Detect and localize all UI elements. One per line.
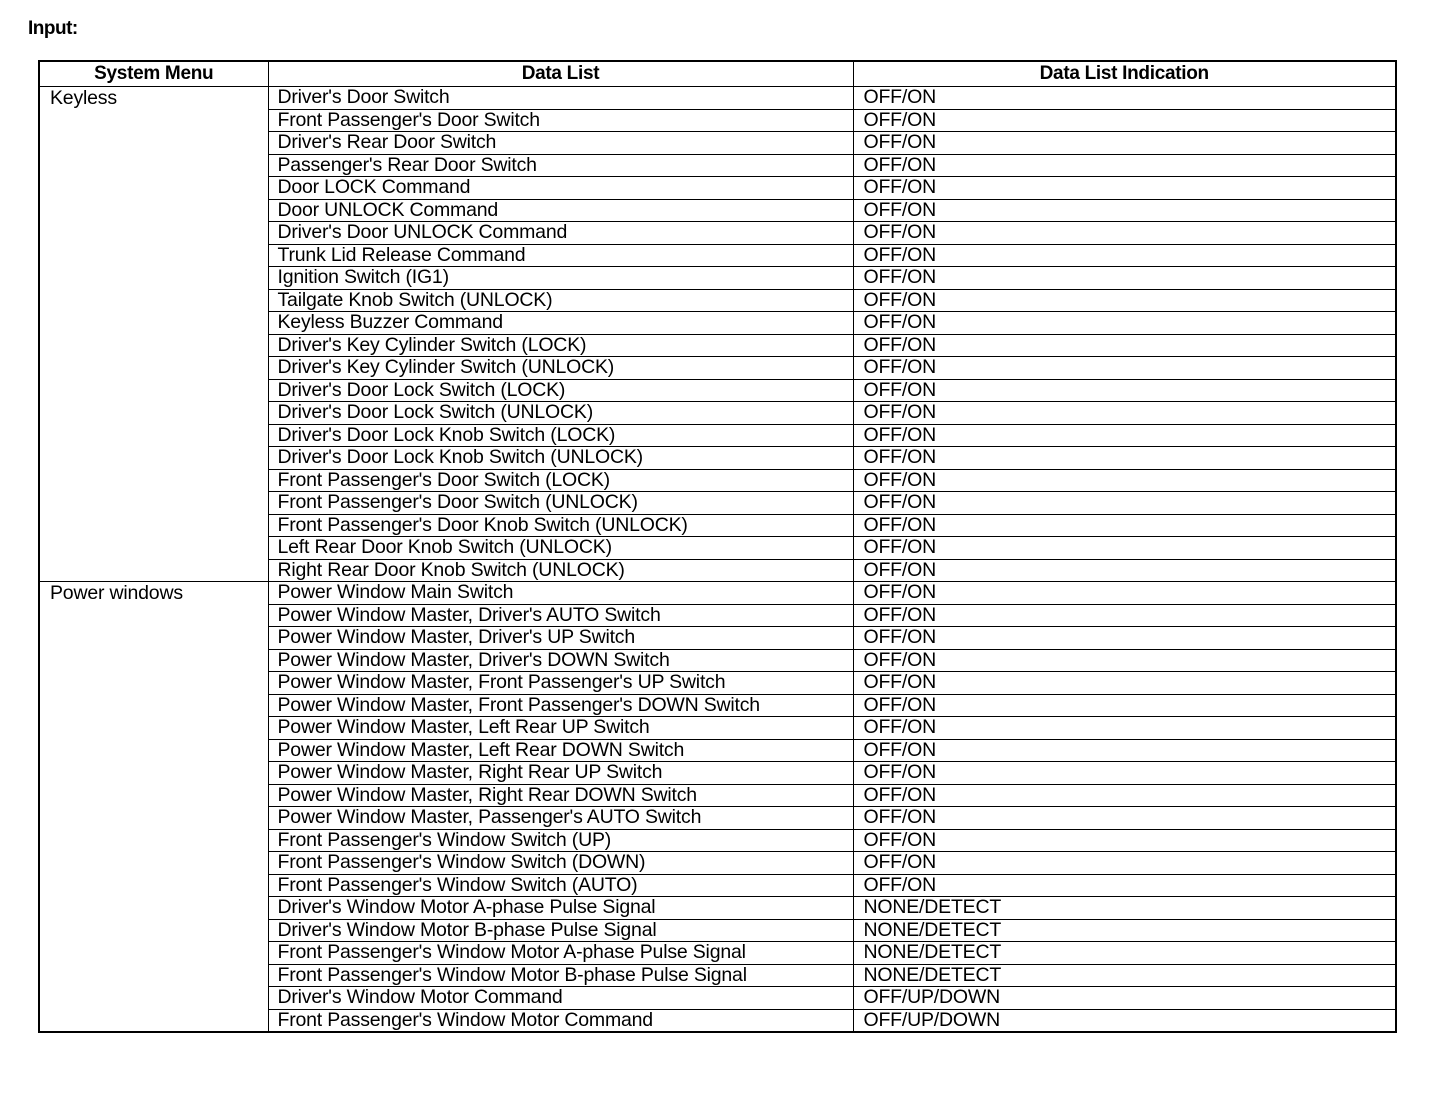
data-list-item-cell: Driver's Door Lock Switch (LOCK) bbox=[268, 379, 853, 402]
data-list-indication-cell: OFF/ON bbox=[853, 267, 1396, 290]
data-list-item-cell: Power Window Master, Driver's UP Switch bbox=[268, 627, 853, 650]
data-list-item-cell: Power Window Master, Front Passenger's DOWN Switch bbox=[268, 694, 853, 717]
table-body bbox=[39, 87, 1396, 1033]
data-list-item-cell: Power Window Main Switch bbox=[268, 582, 853, 605]
data-list-indication-cell: OFF/ON bbox=[853, 852, 1396, 875]
data-list-item-cell: Front Passenger's Door Switch bbox=[268, 109, 853, 132]
data-list-indication-cell: OFF/ON bbox=[853, 537, 1396, 560]
table-row bbox=[39, 87, 1396, 110]
data-list-item-cell: Power Window Master, Left Rear DOWN Switch bbox=[268, 739, 853, 762]
data-list-item-cell: Driver's Door UNLOCK Command bbox=[268, 222, 853, 245]
data-list-item-cell: Power Window Master, Driver's DOWN Switch bbox=[268, 649, 853, 672]
data-list-item-cell: Front Passenger's Window Motor A-phase Pulse Signal bbox=[268, 942, 853, 965]
data-list-item-cell: Trunk Lid Release Command bbox=[268, 244, 853, 267]
data-list-item-cell: Power Window Master, Passenger's AUTO Switch bbox=[268, 807, 853, 830]
data-list-indication-cell: OFF/ON bbox=[853, 199, 1396, 222]
data-list-item-cell: Left Rear Door Knob Switch (UNLOCK) bbox=[268, 537, 853, 560]
data-list-indication-cell: OFF/ON bbox=[853, 874, 1396, 897]
data-list-item-cell: Front Passenger's Door Switch (UNLOCK) bbox=[268, 492, 853, 515]
data-list-indication-cell: OFF/ON bbox=[853, 447, 1396, 470]
data-list-indication-cell: OFF/ON bbox=[853, 244, 1396, 267]
data-list-item-cell: Power Window Master, Front Passenger's UP Switch bbox=[268, 672, 853, 695]
data-list-indication-cell: OFF/ON bbox=[853, 762, 1396, 785]
data-list-item-cell: Driver's Door Lock Switch (UNLOCK) bbox=[268, 402, 853, 425]
table-row bbox=[39, 582, 1396, 605]
data-list-item-cell: Power Window Master, Driver's AUTO Switch bbox=[268, 604, 853, 627]
data-list-item-cell: Front Passenger's Window Switch (AUTO) bbox=[268, 874, 853, 897]
data-list-item-cell: Passenger's Rear Door Switch bbox=[268, 154, 853, 177]
data-list-indication-cell: NONE/DETECT bbox=[853, 897, 1396, 920]
header-row bbox=[39, 61, 1396, 87]
data-list-indication-cell: OFF/ON bbox=[853, 469, 1396, 492]
data-list-indication-cell: OFF/ON bbox=[853, 717, 1396, 740]
data-list-indication-cell: OFF/ON bbox=[853, 334, 1396, 357]
data-list-indication-cell: OFF/ON bbox=[853, 132, 1396, 155]
system-menu-cell: Power windows bbox=[39, 582, 268, 1033]
data-list-item-cell: Front Passenger's Window Motor Command bbox=[268, 1009, 853, 1032]
data-list-table bbox=[38, 60, 1397, 1033]
data-list-indication-cell: OFF/ON bbox=[853, 177, 1396, 200]
data-list-item-cell: Front Passenger's Window Switch (DOWN) bbox=[268, 852, 853, 875]
data-list-indication-cell: OFF/ON bbox=[853, 604, 1396, 627]
data-list-item-cell: Driver's Door Switch bbox=[268, 87, 853, 110]
data-list-indication-cell: OFF/ON bbox=[853, 559, 1396, 582]
data-list-item-cell: Driver's Key Cylinder Switch (LOCK) bbox=[268, 334, 853, 357]
data-list-item-cell: Driver's Window Motor A-phase Pulse Signal bbox=[268, 897, 853, 920]
data-list-item-cell: Front Passenger's Door Knob Switch (UNLOCK) bbox=[268, 514, 853, 537]
data-list-item-cell: Driver's Door Lock Knob Switch (LOCK) bbox=[268, 424, 853, 447]
data-list-indication-cell: OFF/ON bbox=[853, 87, 1396, 110]
data-list-indication-cell: OFF/UP/DOWN bbox=[853, 987, 1396, 1010]
data-list-indication-cell: OFF/ON bbox=[853, 402, 1396, 425]
data-list-item-cell: Ignition Switch (IG1) bbox=[268, 267, 853, 290]
data-list-item-cell: Door LOCK Command bbox=[268, 177, 853, 200]
data-list-item-cell: Keyless Buzzer Command bbox=[268, 312, 853, 335]
data-list-indication-cell: OFF/ON bbox=[853, 492, 1396, 515]
data-list-item-cell: Right Rear Door Knob Switch (UNLOCK) bbox=[268, 559, 853, 582]
data-list-item-cell: Driver's Door Lock Knob Switch (UNLOCK) bbox=[268, 447, 853, 470]
data-list-item-cell: Power Window Master, Left Rear UP Switch bbox=[268, 717, 853, 740]
data-list-indication-cell: OFF/ON bbox=[853, 154, 1396, 177]
data-list-indication-cell: OFF/ON bbox=[853, 672, 1396, 695]
data-list-item-cell: Tailgate Knob Switch (UNLOCK) bbox=[268, 289, 853, 312]
data-list-indication-cell: OFF/ON bbox=[853, 357, 1396, 380]
data-list-item-cell: Front Passenger's Door Switch (LOCK) bbox=[268, 469, 853, 492]
data-list-indication-cell: OFF/ON bbox=[853, 649, 1396, 672]
system-menu-cell: Keyless bbox=[39, 87, 268, 582]
header-data-list-indication: Data List Indication bbox=[853, 61, 1396, 87]
data-list-item-cell: Power Window Master, Right Rear DOWN Switch bbox=[268, 784, 853, 807]
data-list-indication-cell: OFF/ON bbox=[853, 694, 1396, 717]
data-list-item-cell: Power Window Master, Right Rear UP Switch bbox=[268, 762, 853, 785]
data-list-indication-cell: OFF/ON bbox=[853, 312, 1396, 335]
data-list-indication-cell: OFF/ON bbox=[853, 807, 1396, 830]
data-list-item-cell: Driver's Rear Door Switch bbox=[268, 132, 853, 155]
data-list-indication-cell: OFF/ON bbox=[853, 627, 1396, 650]
data-list-indication-cell: OFF/ON bbox=[853, 379, 1396, 402]
data-list-indication-cell: OFF/ON bbox=[853, 289, 1396, 312]
data-list-item-cell: Driver's Window Motor B-phase Pulse Signal bbox=[268, 919, 853, 942]
data-list-item-cell: Driver's Window Motor Command bbox=[268, 987, 853, 1010]
header-data-list: Data List bbox=[268, 61, 853, 87]
data-list-indication-cell: NONE/DETECT bbox=[853, 942, 1396, 965]
data-list-indication-cell: OFF/ON bbox=[853, 222, 1396, 245]
data-list-item-cell: Driver's Key Cylinder Switch (UNLOCK) bbox=[268, 357, 853, 380]
data-list-indication-cell: OFF/ON bbox=[853, 739, 1396, 762]
data-list-indication-cell: OFF/ON bbox=[853, 829, 1396, 852]
data-list-indication-cell: OFF/ON bbox=[853, 784, 1396, 807]
data-list-indication-cell: OFF/ON bbox=[853, 514, 1396, 537]
page-label: Input: bbox=[28, 18, 78, 39]
data-list-indication-cell: OFF/UP/DOWN bbox=[853, 1009, 1396, 1032]
data-list-indication-cell: NONE/DETECT bbox=[853, 919, 1396, 942]
header-system-menu: System Menu bbox=[39, 61, 268, 87]
data-list-item-cell: Front Passenger's Window Switch (UP) bbox=[268, 829, 853, 852]
data-list-indication-cell: NONE/DETECT bbox=[853, 964, 1396, 987]
data-list-item-cell: Door UNLOCK Command bbox=[268, 199, 853, 222]
data-list-indication-cell: OFF/ON bbox=[853, 582, 1396, 605]
data-list-item-cell: Front Passenger's Window Motor B-phase Pulse Signal bbox=[268, 964, 853, 987]
data-list-indication-cell: OFF/ON bbox=[853, 109, 1396, 132]
data-list-indication-cell: OFF/ON bbox=[853, 424, 1396, 447]
